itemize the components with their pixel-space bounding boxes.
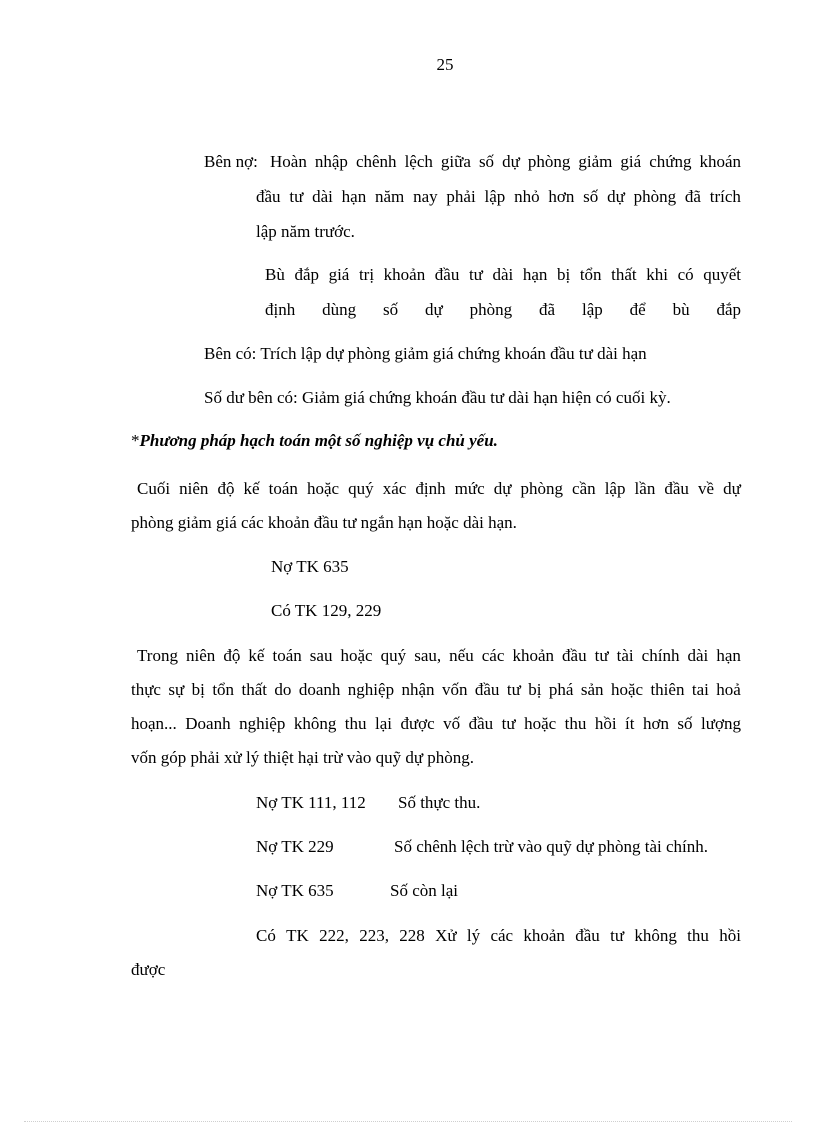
entry2-row4-line-1: Có TK 222, 223, 228 Xử lý các khoản đầu tư không thu hồi (256, 926, 741, 945)
para2-line-1: Trong niên độ kế toán sau hoặc quý sau, nếu các khoản đầu tư tài chính dài hạn (137, 646, 741, 665)
entry2-row1-account: Nợ TK 111, 112 (256, 793, 366, 812)
entry2-row2-note: Số chênh lệch trừ vào quỹ dự phòng tài chính. (394, 837, 708, 856)
entry2-row1-note: Số thực thu. (398, 793, 481, 812)
debit-line-2: đầu tư dài hạn năm nay phải lập nhỏ hơn số dự phòng đã trích (256, 187, 741, 206)
credit-line: Bên có: Trích lập dự phòng giảm giá chứng khoán đầu tư dài hạn (204, 344, 647, 363)
debit-line-1: Hoàn nhập chênh lệch giữa số dự phòng giảm giá chứng khoán (270, 152, 742, 171)
entry1-debit: Nợ TK 635 (271, 557, 349, 576)
entry2-row4-line-2: được (131, 960, 166, 979)
page-number: 25 (436, 55, 454, 74)
debit-line-4: Bù đắp giá trị khoản đầu tư dài hạn bị tổn thất khi có quyết (265, 265, 741, 284)
balance-line: Số dư bên có: Giảm giá chứng khoán đầu tư dài hạn hiện có cuối kỳ. (204, 388, 671, 407)
entry2-row2-account: Nợ TK 229 (256, 837, 334, 856)
section-heading (131, 430, 498, 452)
entry1-credit: Có TK 129, 229 (271, 601, 382, 620)
heading-prefix: * (131, 431, 140, 450)
para1-line-2: phòng giảm giá các khoản đầu tư ngắn hạn hoặc dài hạn. (131, 513, 517, 532)
heading-text: Phương pháp hạch toán một số nghiệp vụ chủ yếu. (139, 431, 498, 450)
para2-line-3: hoạn... Doanh nghiệp không thu lại được vố đầu tư hoặc thu hồi ít hơn số lượng (131, 714, 741, 733)
para1-line-1: Cuối niên độ kế toán hoặc quý xác định mức dự phòng cần lập lần đầu về dự (137, 479, 741, 498)
para2-line-4: vốn góp phải xử lý thiệt hại trừ vào quỹ dự phòng. (131, 748, 475, 767)
entry2-row3-account: Nợ TK 635 (256, 881, 334, 900)
debit-line-5: định dùng số dự phòng đã lập để bù đắp (265, 300, 742, 319)
entry2-row3-note: Số còn lại (390, 881, 458, 900)
debit-label: Bên nợ: (204, 152, 258, 171)
page-bottom-rule (24, 1121, 792, 1122)
para2-line-2: thực sự bị tổn thất do doanh nghiệp nhận vốn đầu tư bị phá sản hoặc thiên tai hoả (131, 680, 741, 699)
debit-line-3: lập năm trước. (256, 222, 355, 241)
